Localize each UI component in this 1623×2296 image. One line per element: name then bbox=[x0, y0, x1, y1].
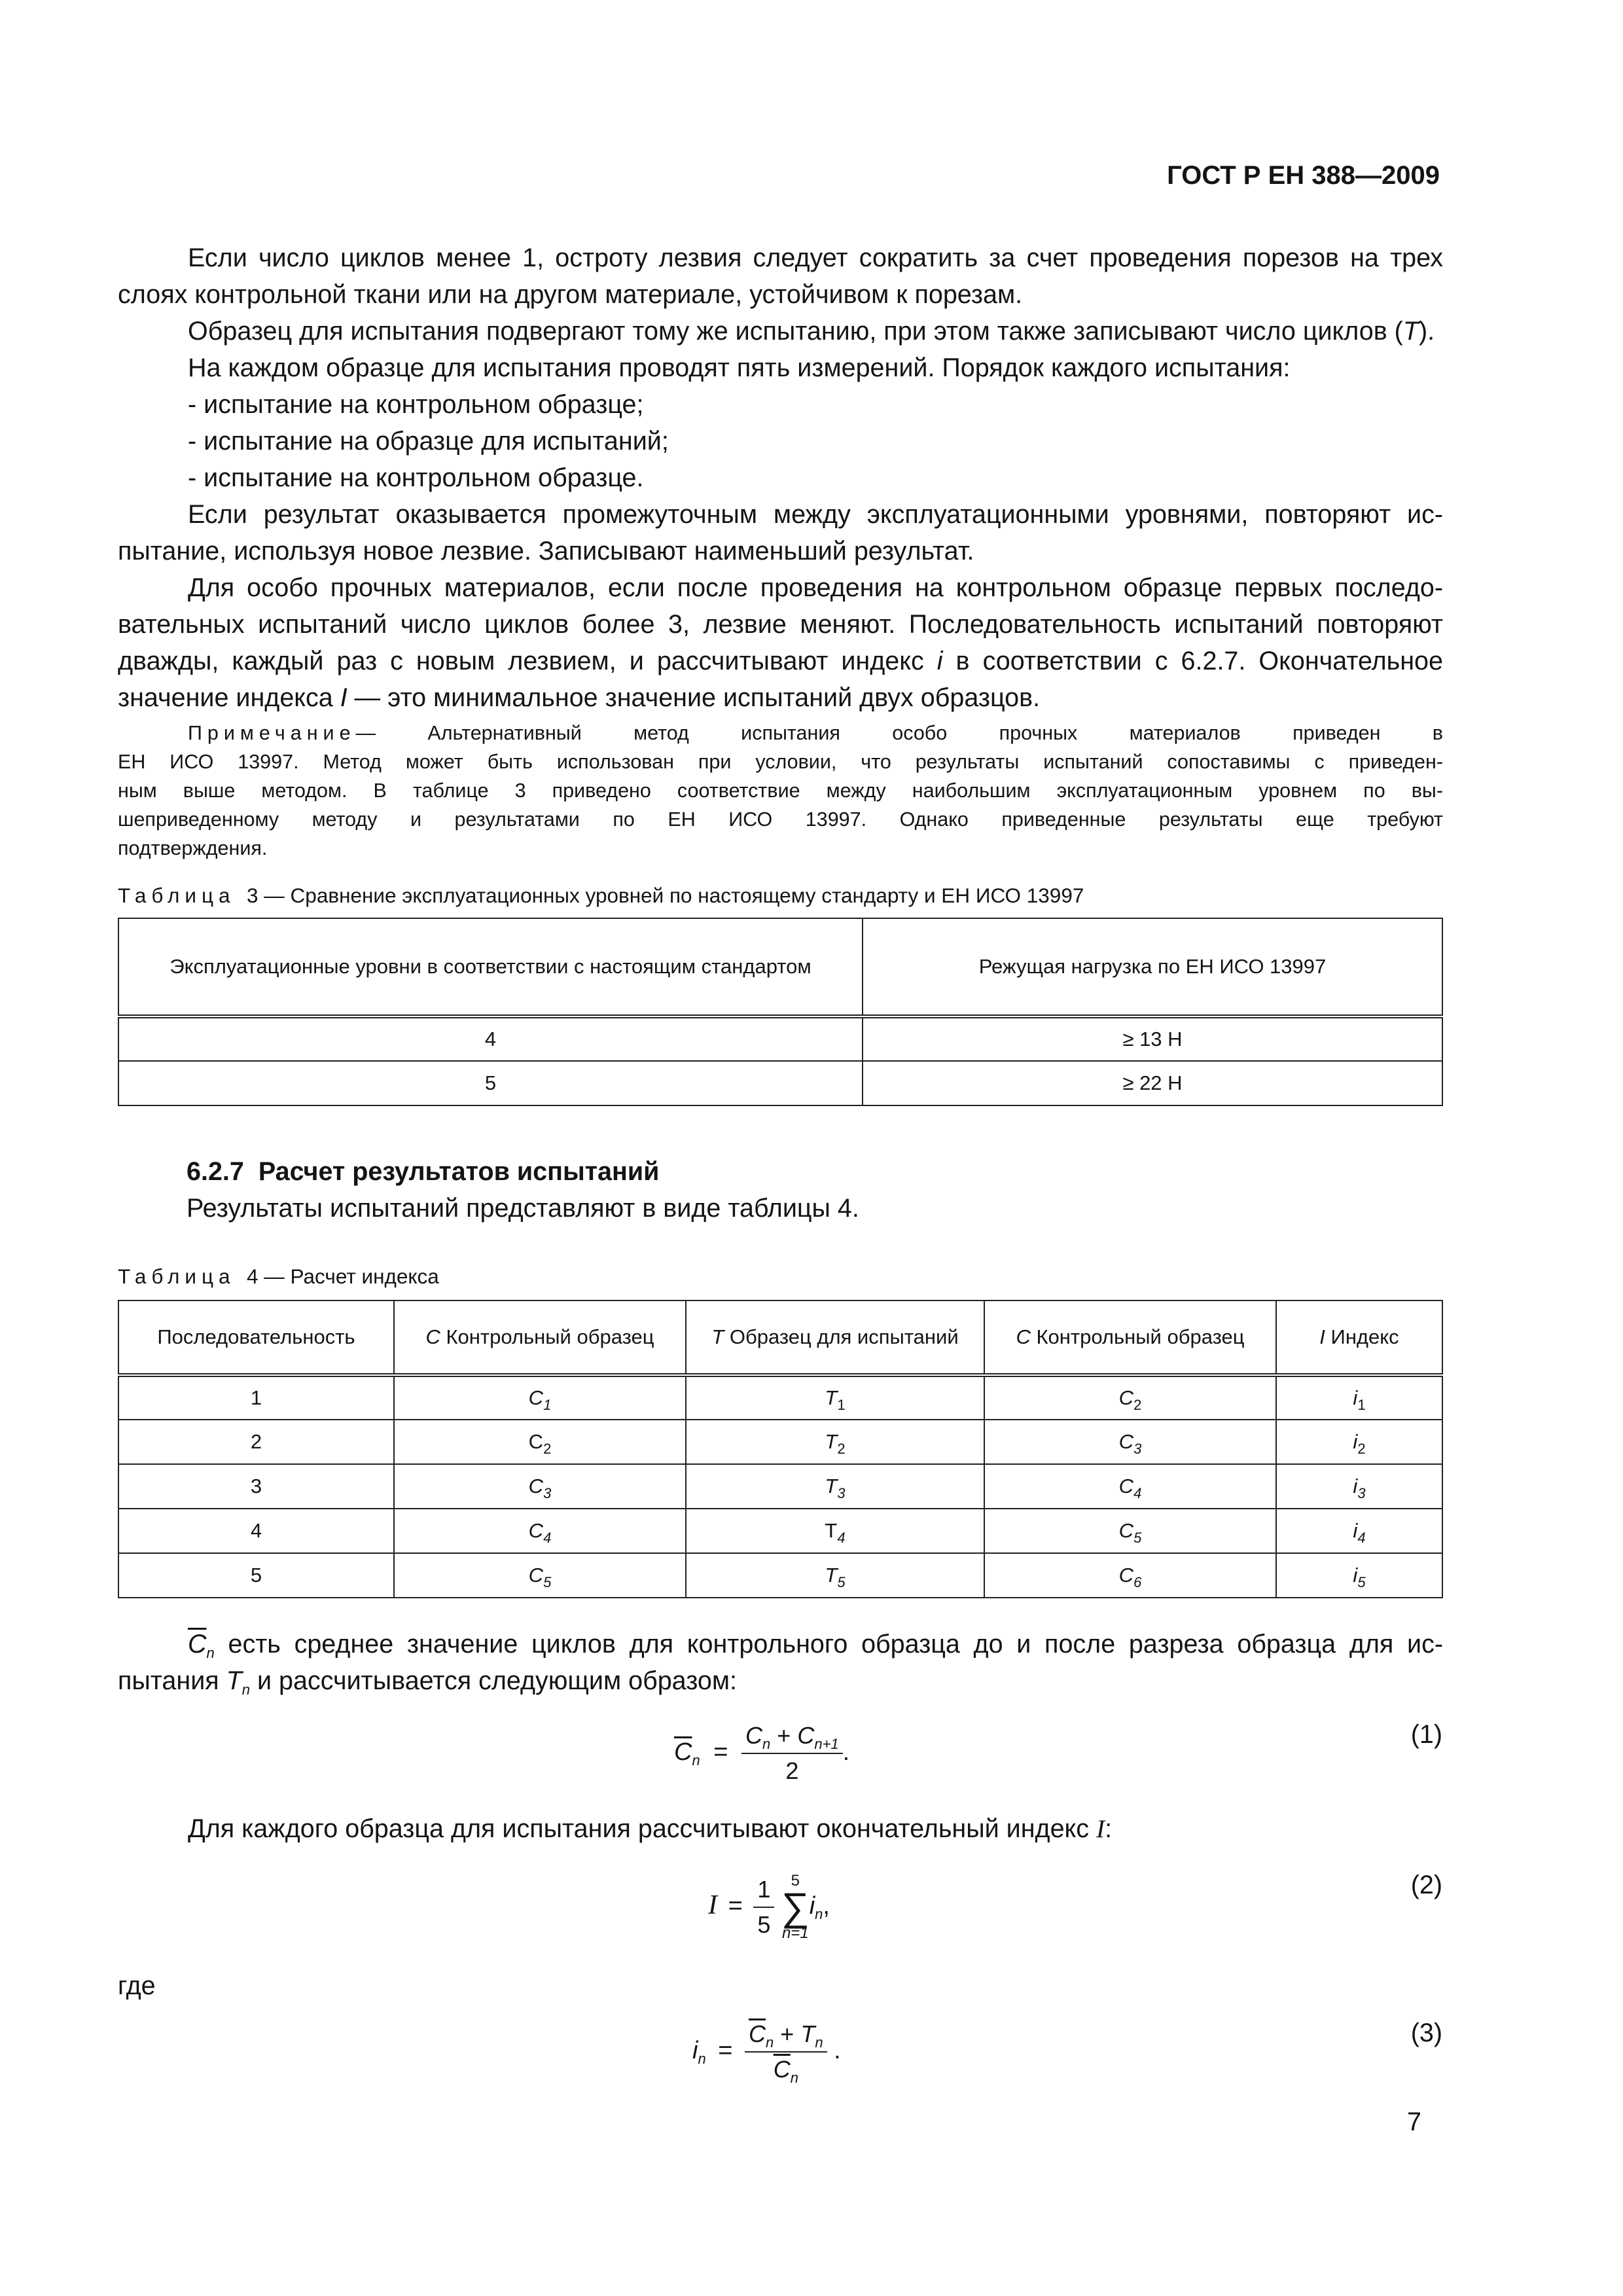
equation-3-number: (3) bbox=[1410, 2018, 1442, 2047]
cell-var: i bbox=[1353, 1386, 1358, 1409]
table-cell bbox=[686, 1509, 984, 1553]
table-cell bbox=[984, 1464, 1276, 1509]
equation-2-number: (2) bbox=[1410, 1871, 1442, 1899]
eq2-sum-upper: 5 bbox=[791, 1872, 800, 1890]
eq3-num-a: $\overline{C}$ bbox=[749, 2020, 766, 2047]
where-label: где bbox=[118, 1971, 156, 2000]
table-4-header-text: Последовательность bbox=[157, 1325, 355, 1348]
note-line-1-text: — Альтернативный метод испытания особо прочных материалов приведен в bbox=[355, 722, 1443, 744]
note-line-4: шеприведенному методу и результатами по ЕН ИСО 13997. Однако приведенные результаты еще требуют bbox=[118, 808, 1443, 831]
paragraph-4-line-2: пытание, используя новое лезвие. Записывают наименьший результат. bbox=[118, 537, 974, 565]
eq2-term-sub: n bbox=[815, 1906, 823, 1923]
table-cell: 3 bbox=[118, 1464, 394, 1509]
cell-var: T bbox=[825, 1519, 838, 1542]
paragraph-6 bbox=[118, 1626, 1443, 1699]
equation-1 bbox=[674, 1723, 849, 1784]
cell-var: C bbox=[1118, 1519, 1134, 1542]
cell-var: T bbox=[825, 1430, 838, 1453]
sum-icon: ∑ bbox=[781, 1885, 810, 1929]
cell-var: C bbox=[1118, 1564, 1134, 1587]
paragraph-6-line-2-a: пытания bbox=[118, 1666, 226, 1695]
eq1-num-b: C bbox=[797, 1722, 815, 1749]
section-intro: Результаты испытаний представляют в виде таблицы 4. bbox=[187, 1194, 859, 1223]
table-cell bbox=[1276, 1375, 1442, 1420]
table-row bbox=[118, 1553, 1442, 1598]
table-4-header-var: T bbox=[711, 1325, 724, 1348]
cell-var: C bbox=[1118, 1475, 1134, 1498]
table-4-header-text: Индекс bbox=[1325, 1325, 1399, 1348]
eq2-fraction bbox=[753, 1876, 774, 1938]
paragraph-2 bbox=[118, 313, 1443, 350]
cell-var: C bbox=[1118, 1430, 1134, 1453]
eq1-equals: = bbox=[713, 1738, 728, 1767]
eq2-numerator: 1 bbox=[753, 1876, 774, 1908]
cell-sub: 5 bbox=[1133, 1530, 1142, 1546]
cell-var: i bbox=[1353, 1430, 1358, 1453]
table-4-header-var: C bbox=[1016, 1325, 1031, 1348]
paragraph-3 bbox=[118, 350, 1443, 386]
eq1-fraction bbox=[741, 1723, 843, 1784]
table-cell bbox=[984, 1509, 1276, 1553]
eq1-plus: + bbox=[777, 1722, 791, 1749]
cell-sub: 2 bbox=[543, 1441, 552, 1457]
eq2-sum-lower: n=1 bbox=[781, 1924, 809, 1942]
paragraph-6-line-2-b: и рассчитывается следующим образом: bbox=[250, 1666, 737, 1695]
table-cell: 5 bbox=[118, 1553, 394, 1598]
paragraph-5 bbox=[118, 569, 1443, 716]
table-3-caption bbox=[118, 882, 1084, 908]
cell-sub: 4 bbox=[837, 1530, 846, 1546]
cell-var: C bbox=[1118, 1386, 1134, 1409]
eq3-plus: + bbox=[780, 2020, 794, 2047]
table-4-header-sequence bbox=[118, 1300, 394, 1375]
table-4-header-control-2 bbox=[984, 1300, 1276, 1375]
table-4-header-text: Контрольный образец bbox=[1030, 1325, 1245, 1348]
equation-3 bbox=[692, 2020, 841, 2086]
eq3-numerator bbox=[745, 2021, 827, 2053]
table-3-header-load: Режущая нагрузка по ЕН ИСО 13997 bbox=[863, 918, 1442, 1016]
list-item: - испытание на контрольном образце; bbox=[188, 390, 644, 419]
table-row bbox=[118, 1509, 1442, 1553]
table-4-header-sample bbox=[686, 1300, 984, 1375]
cell-var: T bbox=[825, 1564, 838, 1587]
table-cell bbox=[394, 1375, 686, 1420]
cell-sub: 3 bbox=[543, 1485, 552, 1501]
cell-sub: 3 bbox=[837, 1485, 846, 1501]
cell-var: C bbox=[528, 1386, 544, 1409]
paragraph-6-line-1-text: есть среднее значение циклов для контрольного образца до и после разреза образца для ис- bbox=[214, 1630, 1443, 1659]
paragraph-2-end: ). bbox=[1418, 317, 1435, 346]
equation-2 bbox=[708, 1873, 830, 1941]
variable-c-mean-sub: n bbox=[206, 1645, 215, 1661]
eq2-lhs: I bbox=[708, 1890, 717, 1921]
cell-sub: 2 bbox=[837, 1441, 846, 1457]
table-cell: 1 bbox=[118, 1375, 394, 1420]
table-4-header-text: Образец для испытаний bbox=[724, 1325, 959, 1348]
eq3-num-b-sub: n bbox=[815, 2034, 823, 2051]
note-line-1 bbox=[118, 719, 1443, 747]
table-4-label: Таблица bbox=[118, 1265, 236, 1288]
variable-t-n: T bbox=[226, 1666, 242, 1695]
cell-var: i bbox=[1353, 1475, 1358, 1498]
cell-var: C bbox=[528, 1564, 544, 1587]
table-4-header-text: Контрольный образец bbox=[440, 1325, 654, 1348]
paragraph-2-line bbox=[118, 313, 1443, 350]
table-row bbox=[118, 1016, 1442, 1061]
cell-sub: 3 bbox=[1357, 1485, 1366, 1501]
table-3-label: Таблица bbox=[118, 884, 236, 907]
table-row bbox=[118, 1061, 1442, 1105]
page-number: 7 bbox=[1407, 2108, 1421, 2136]
table-cell: 5 bbox=[118, 1061, 863, 1105]
variable-I: I bbox=[340, 683, 348, 712]
section-number: 6.2.7 bbox=[187, 1157, 244, 1186]
table-3-header-levels: Эксплуатационные уровни в соответствии с настоящим стандартом bbox=[118, 918, 863, 1016]
table-cell bbox=[1276, 1509, 1442, 1553]
eq3-den-var: $\overline{C}$ bbox=[773, 2056, 791, 2083]
table-cell bbox=[984, 1375, 1276, 1420]
paragraph-6-line-1 bbox=[118, 1626, 1443, 1662]
eq3-fraction bbox=[745, 2020, 827, 2086]
paragraph-7-colon: : bbox=[1105, 1814, 1113, 1843]
paragraph-5-line-1: Для особо прочных материалов, если после проведения на контрольном образце первых последо- bbox=[188, 573, 1443, 602]
eq3-num-b: T bbox=[800, 2020, 815, 2047]
note-block bbox=[118, 719, 1443, 863]
paragraph-5-line-3-a: дважды, каждый раз с новым лезвием, и рассчитывают индекс bbox=[118, 647, 937, 675]
table-cell bbox=[984, 1553, 1276, 1598]
cell-sub: 1 bbox=[837, 1397, 846, 1413]
table-cell bbox=[394, 1420, 686, 1464]
eq1-num-b-sub: n+1 bbox=[814, 1736, 839, 1752]
eq1-period: . bbox=[842, 1738, 850, 1767]
table-row bbox=[118, 1464, 1442, 1509]
table-4 bbox=[118, 1300, 1443, 1598]
paragraph-2-text: Образец для испытания подвергают тому же испытанию, при этом также записывают число циклов ( bbox=[188, 317, 1403, 346]
table-cell: 2 bbox=[118, 1420, 394, 1464]
eq1-denominator: 2 bbox=[785, 1757, 799, 1784]
cell-sub: 4 bbox=[1357, 1530, 1366, 1546]
paragraph-6-line-2 bbox=[118, 1662, 1443, 1699]
eq3-num-a-sub: n bbox=[766, 2034, 774, 2051]
cell-var: C bbox=[528, 1519, 544, 1542]
table-cell: 4 bbox=[118, 1016, 863, 1061]
variable-c-mean: $\overline{C}$ bbox=[188, 1630, 207, 1659]
variable-I-final: I bbox=[1096, 1814, 1105, 1843]
variable-i: i bbox=[936, 647, 943, 675]
table-cell bbox=[394, 1553, 686, 1598]
table-row bbox=[118, 1420, 1442, 1464]
cell-sub: 6 bbox=[1133, 1574, 1142, 1590]
eq2-sum bbox=[781, 1873, 810, 1941]
note-line-2: ЕН ИСО 13997. Метод может быть использован при условии, что результаты испытаний сопоставимы с приведен- bbox=[118, 751, 1443, 773]
paragraph-1 bbox=[118, 240, 1443, 313]
cell-var: C bbox=[528, 1475, 544, 1498]
list-item: - испытание на образце для испытаний; bbox=[188, 427, 669, 456]
cell-var: T bbox=[825, 1386, 838, 1409]
variable-t: T bbox=[1402, 317, 1419, 346]
table-4-header-control-1 bbox=[394, 1300, 686, 1375]
note-label: Примечание bbox=[188, 722, 356, 744]
eq3-equals: = bbox=[718, 2037, 733, 2065]
table-cell bbox=[1276, 1420, 1442, 1464]
paragraph-5-line-4 bbox=[118, 679, 1443, 716]
list-item: - испытание на контрольном образце. bbox=[188, 463, 644, 492]
eq1-numerator bbox=[741, 1723, 843, 1754]
test-order-list bbox=[118, 386, 1443, 496]
table-cell: 4 bbox=[118, 1509, 394, 1553]
eq1-num-a-sub: n bbox=[762, 1736, 771, 1752]
table-4-caption bbox=[118, 1263, 439, 1289]
eq2-denominator: 5 bbox=[757, 1911, 771, 1938]
section-title: Расчет результатов испытаний bbox=[258, 1157, 660, 1186]
paragraph-3-line: На каждом образце для испытания проводят пять измерений. Порядок каждого испытания: bbox=[188, 353, 1291, 382]
cell-sub: 1 bbox=[1357, 1397, 1366, 1413]
variable-t-n-sub: n bbox=[241, 1681, 251, 1698]
paragraph-1-line-1: Если число циклов менее 1, остроту лезвия следует сократить за счет проведения порезов на трех bbox=[188, 243, 1443, 272]
cell-sub: 2 bbox=[1133, 1397, 1142, 1413]
table-4-header-var: C bbox=[425, 1325, 440, 1348]
equation-1-number: (1) bbox=[1410, 1720, 1442, 1749]
cell-var: T bbox=[825, 1475, 838, 1498]
table-4-header-var: I bbox=[1319, 1325, 1325, 1348]
table-3 bbox=[118, 918, 1443, 1106]
eq3-lhs: i bbox=[692, 2037, 698, 2065]
note-line-5: подтверждения. bbox=[118, 837, 268, 859]
cell-sub: 5 bbox=[543, 1574, 552, 1590]
table-4-header-index bbox=[1276, 1300, 1442, 1375]
cell-sub: 1 bbox=[543, 1397, 552, 1413]
paragraph-7 bbox=[118, 1810, 1443, 1847]
table-cell bbox=[394, 1509, 686, 1553]
paragraph-5-line-3-b: в соответствии с 6.2.7. Окончательное bbox=[942, 647, 1443, 675]
paragraph-7-text: Для каждого образца для испытания рассчитывают окончательный индекс bbox=[188, 1814, 1096, 1843]
eq3-period: . bbox=[834, 2037, 841, 2065]
table-cell bbox=[1276, 1553, 1442, 1598]
cell-var: i bbox=[1353, 1519, 1358, 1542]
cell-sub: 5 bbox=[1357, 1574, 1366, 1590]
table-cell bbox=[686, 1553, 984, 1598]
paragraph-7-line bbox=[118, 1810, 1443, 1847]
table-cell bbox=[686, 1375, 984, 1420]
eq3-denominator bbox=[770, 2053, 802, 2086]
paragraph-5-line-4-a: значение индекса bbox=[118, 683, 340, 712]
paragraph-5-line-3 bbox=[118, 643, 1443, 679]
table-cell bbox=[984, 1420, 1276, 1464]
eq1-lhs-sub: n bbox=[692, 1752, 700, 1769]
table-cell bbox=[394, 1464, 686, 1509]
eq2-equals: = bbox=[728, 1892, 743, 1920]
cell-var: i bbox=[1353, 1564, 1358, 1587]
eq1-num-a: C bbox=[745, 1722, 763, 1749]
table-3-title: 3 — Сравнение эксплуатационных уровней по настоящему стандарту и ЕН ИСО 13997 bbox=[247, 884, 1084, 907]
paragraph-5-line-4-b: — это минимальное значение испытаний двух образцов. bbox=[347, 683, 1041, 712]
paragraph-4-line-1: Если результат оказывается промежуточным между эксплуатационными уровнями, повторяют ис- bbox=[188, 500, 1443, 529]
eq2-comma: , bbox=[823, 1892, 830, 1920]
table-4-body bbox=[118, 1375, 1442, 1598]
table-cell: ≥ 22 Н bbox=[863, 1061, 1442, 1105]
table-cell: ≥ 13 Н bbox=[863, 1016, 1442, 1061]
note-line-3: ным выше методом. В таблице 3 приведено соответствие между наибольшим эксплуатационным уровнем по вы- bbox=[118, 780, 1443, 802]
table-cell bbox=[686, 1464, 984, 1509]
cell-sub: 2 bbox=[1357, 1441, 1366, 1457]
document-id: ГОСТ Р ЕН 388—2009 bbox=[1167, 161, 1440, 190]
paragraph-4 bbox=[118, 496, 1443, 569]
cell-var: C bbox=[528, 1430, 544, 1453]
section-heading bbox=[187, 1153, 659, 1190]
eq3-den-sub: n bbox=[790, 2070, 798, 2086]
cell-sub: 4 bbox=[543, 1530, 552, 1546]
cell-sub: 3 bbox=[1133, 1441, 1142, 1457]
cell-sub: 4 bbox=[1133, 1485, 1142, 1501]
table-cell bbox=[686, 1420, 984, 1464]
eq1-lhs: $\overline{C}$ bbox=[674, 1738, 692, 1767]
paragraph-5-line-2: вательных испытаний число циклов более 3, лезвие меняют. Последовательность испытаний повторяют bbox=[118, 610, 1443, 639]
table-4-title: 4 — Расчет индекса bbox=[247, 1265, 439, 1288]
paragraph-1-line-2: слоях контрольной ткани или на другом материале, устойчивом к порезам. bbox=[118, 280, 1023, 309]
table-row bbox=[118, 1375, 1442, 1420]
cell-sub: 5 bbox=[837, 1574, 846, 1590]
eq3-lhs-sub: n bbox=[698, 2051, 706, 2068]
table-cell bbox=[1276, 1464, 1442, 1509]
eq2-term: i bbox=[809, 1892, 815, 1920]
